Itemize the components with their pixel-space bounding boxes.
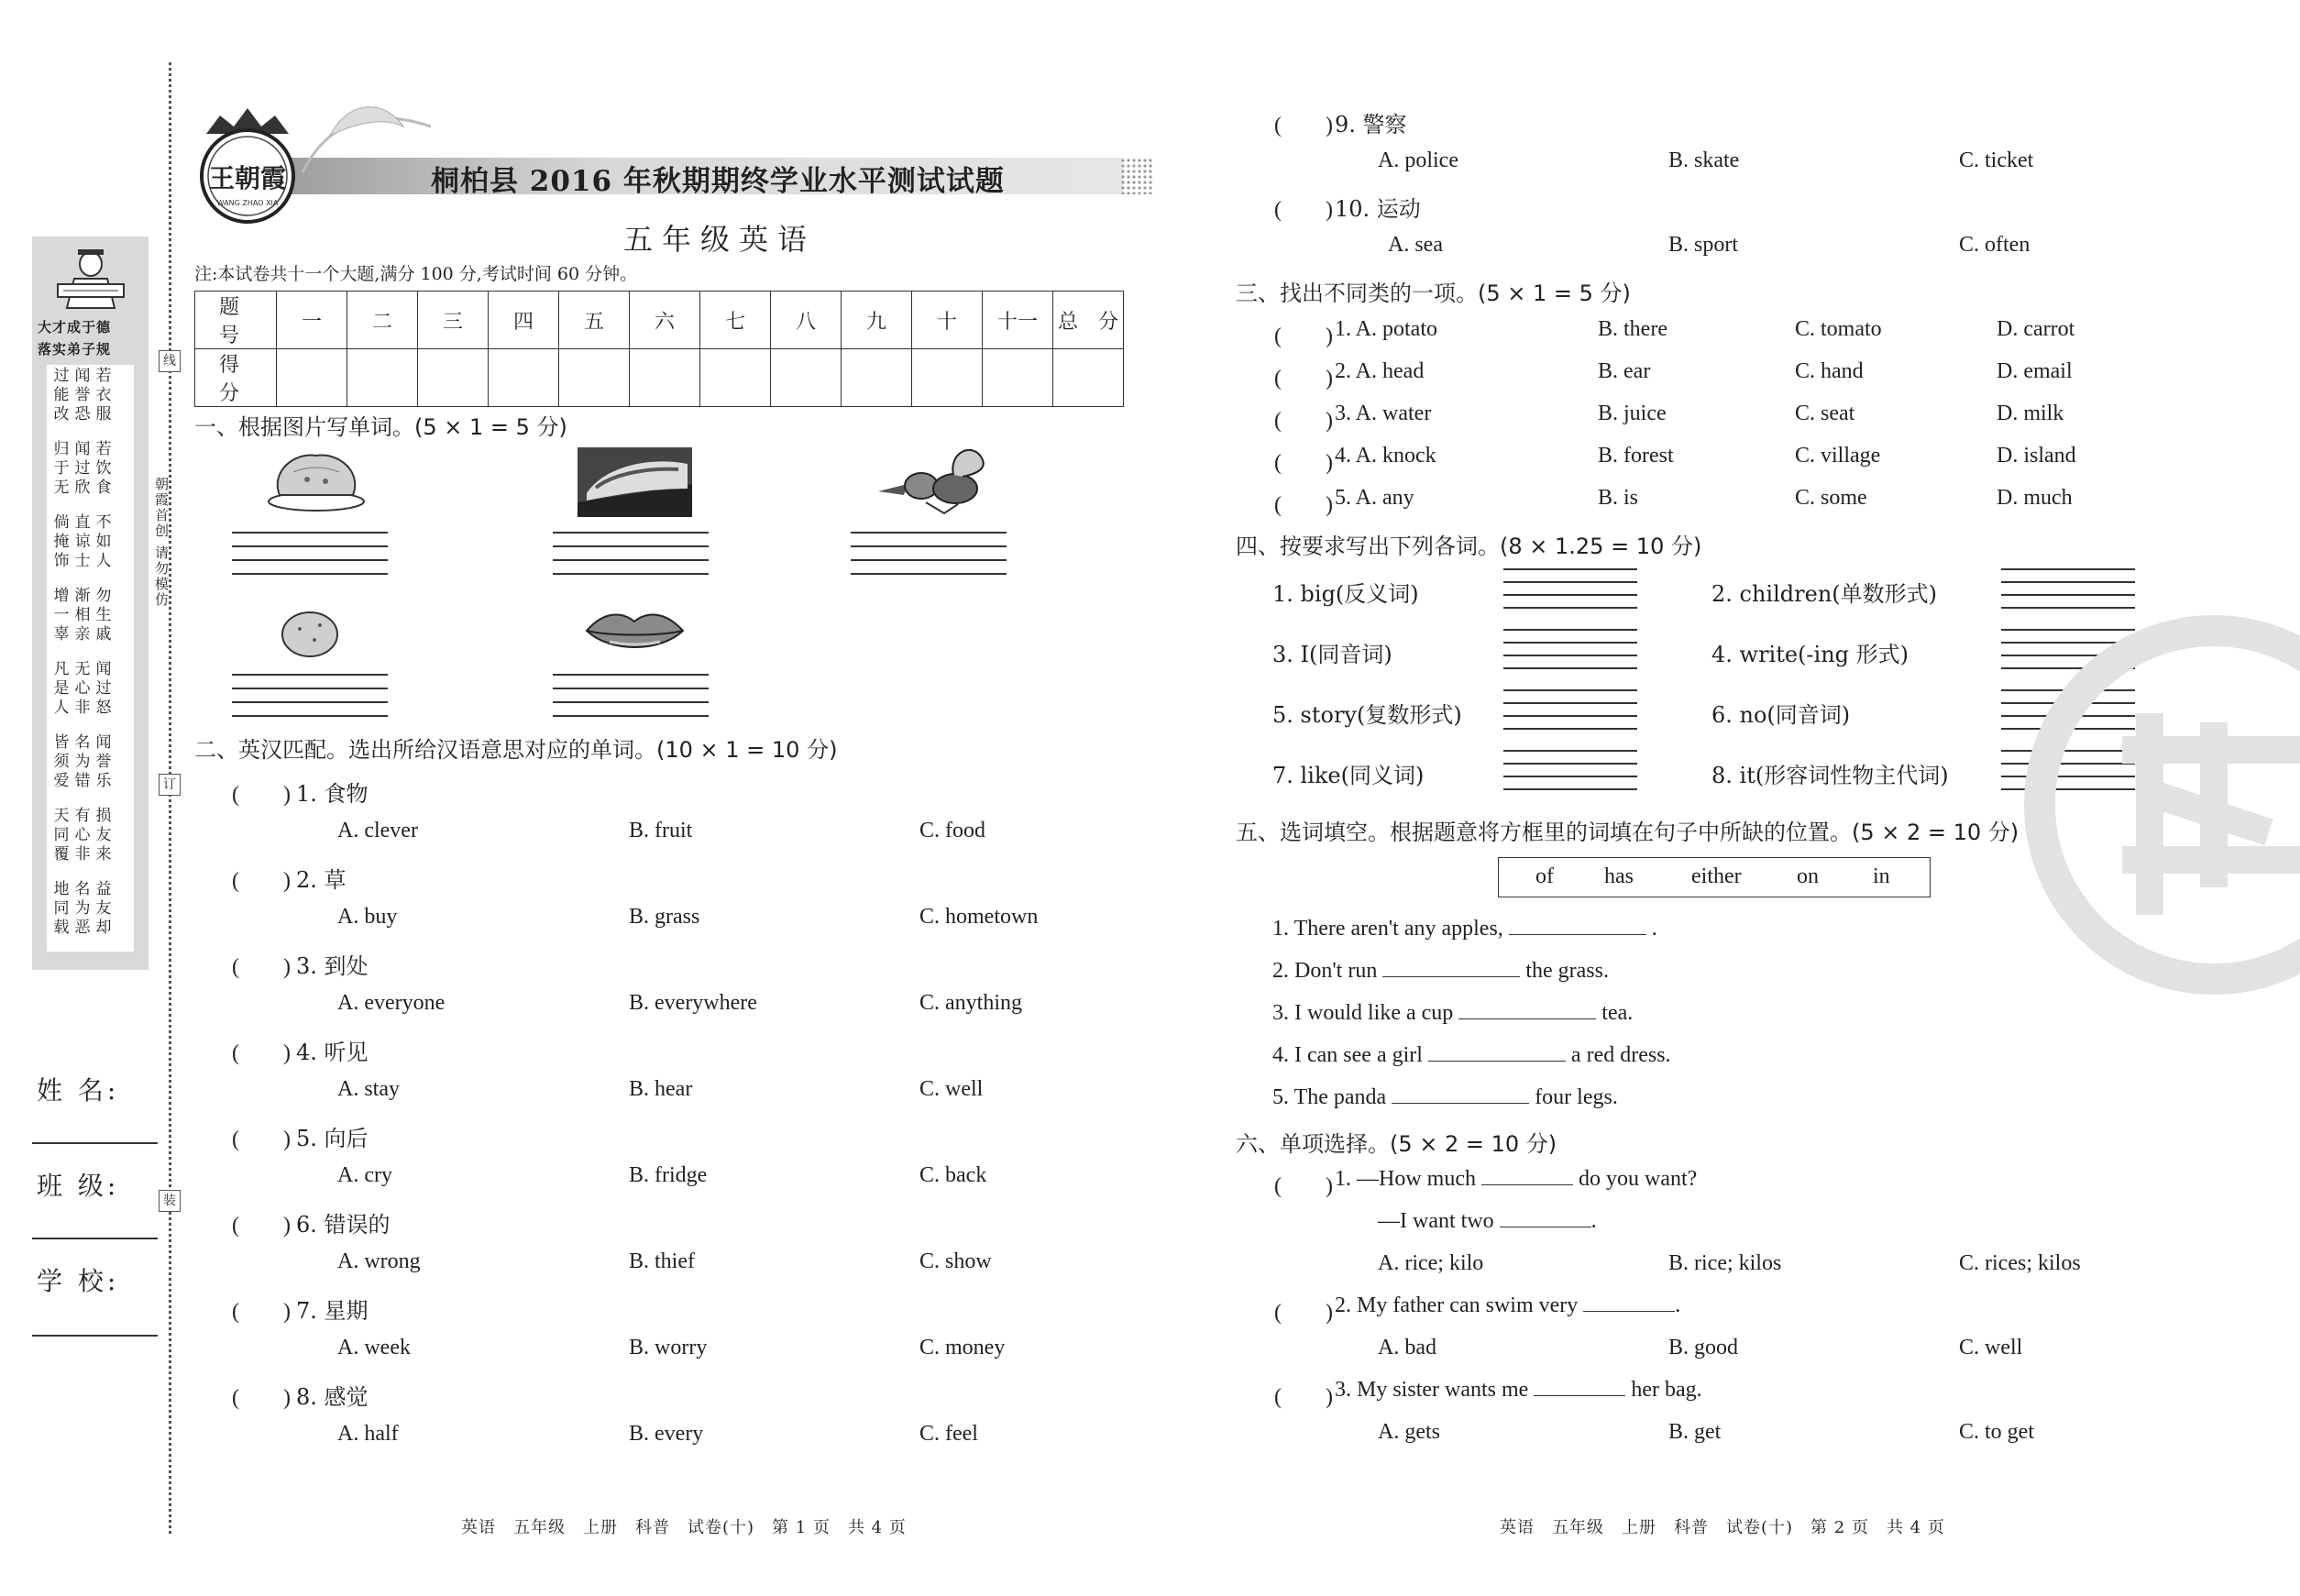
score-value-row bbox=[195, 349, 1124, 407]
scholar-icon bbox=[50, 244, 131, 315]
score-header-cell: 八 bbox=[771, 292, 842, 349]
option-b[interactable]: B. worry bbox=[629, 1336, 708, 1359]
option-d[interactable]: D. much bbox=[1997, 486, 2073, 510]
score-input-cell[interactable] bbox=[489, 349, 559, 407]
word-task: 7. like(同义词) bbox=[1272, 763, 1425, 788]
copyright-notice: 朝霞首创 请勿模仿 bbox=[153, 477, 170, 608]
blank-line[interactable] bbox=[1428, 1061, 1566, 1062]
answer-line[interactable] bbox=[1503, 715, 1637, 717]
fill-sentence bbox=[1272, 1001, 1633, 1026]
option-a[interactable]: A. police bbox=[1378, 149, 1458, 172]
sentence-end: . bbox=[1651, 917, 1657, 941]
option-c[interactable]: C. show bbox=[919, 1249, 992, 1273]
answer-line[interactable] bbox=[1503, 750, 1637, 752]
option-b[interactable]: B. good bbox=[1668, 1336, 1739, 1359]
option-b[interactable]: B. rice; kilos bbox=[1668, 1251, 1782, 1275]
question-text: 9. 警察 bbox=[1335, 112, 1407, 138]
binding-dotted-line bbox=[169, 62, 171, 1534]
answer-line[interactable] bbox=[851, 573, 1007, 575]
score-input-cell[interactable] bbox=[630, 349, 700, 407]
answer-line[interactable] bbox=[553, 559, 709, 561]
answer-paren[interactable]: ( ) bbox=[1274, 367, 1333, 391]
option-c[interactable]: C. feel bbox=[919, 1422, 978, 1446]
answer-line[interactable] bbox=[1503, 763, 1637, 765]
option-c[interactable]: C. food bbox=[919, 819, 985, 842]
vegetables-picture bbox=[871, 438, 999, 521]
motto-line: 凡 是 人 bbox=[53, 660, 70, 717]
answer-line[interactable] bbox=[232, 674, 388, 676]
question-text: 7. 星期 bbox=[296, 1298, 369, 1324]
score-input-cell[interactable] bbox=[277, 349, 347, 407]
score-input-cell[interactable] bbox=[418, 349, 489, 407]
answer-line[interactable] bbox=[2001, 607, 2135, 609]
option-b[interactable]: B. sport bbox=[1668, 233, 1739, 257]
word-task: 6. no(同音词) bbox=[1711, 702, 1851, 728]
option-c[interactable]: C. to get bbox=[1959, 1420, 2034, 1444]
answer-line[interactable] bbox=[1503, 655, 1637, 656]
option-c[interactable]: C. back bbox=[919, 1163, 987, 1187]
option-b[interactable]: B. fridge bbox=[629, 1163, 708, 1187]
footer-page-1: 英语 五年级 上册 科普 试卷(十) 第 1 页 共 4 页 bbox=[461, 1518, 907, 1537]
answer-line[interactable] bbox=[851, 545, 1007, 547]
option-b[interactable]: B. juice bbox=[1598, 402, 1667, 425]
name-label: 姓 名: bbox=[37, 1075, 120, 1106]
score-header-cell: 一 bbox=[277, 292, 347, 349]
option-c[interactable]: C. anything bbox=[919, 991, 1022, 1015]
answer-line[interactable] bbox=[1503, 642, 1637, 644]
score-input-cell[interactable] bbox=[700, 349, 771, 407]
option-c[interactable]: C. tomato bbox=[1795, 317, 1882, 341]
answer-paren[interactable]: ( ) bbox=[232, 1300, 291, 1324]
question-text: 8. 感觉 bbox=[296, 1384, 369, 1410]
score-header-cell: 十一 bbox=[983, 292, 1053, 349]
motto-line: 若 衣 服 bbox=[95, 367, 112, 424]
word-bank-word: of bbox=[1535, 864, 1554, 888]
class-field[interactable] bbox=[32, 1238, 158, 1239]
ribbon-ornament bbox=[293, 99, 440, 182]
option-c[interactable]: C. village bbox=[1795, 444, 1881, 468]
answer-line[interactable] bbox=[232, 715, 388, 717]
answer-line[interactable] bbox=[232, 701, 388, 703]
answer-paren[interactable]: ( ) bbox=[232, 1386, 291, 1410]
score-input-cell[interactable] bbox=[912, 349, 983, 407]
svg-text:WANG ZHAO XIA: WANG ZHAO XIA bbox=[216, 199, 279, 207]
answer-paren[interactable]: ( ) bbox=[232, 955, 291, 979]
word-task: 5. story(复数形式) bbox=[1272, 702, 1462, 728]
score-table bbox=[194, 291, 1124, 407]
option-c[interactable]: C. often bbox=[1959, 233, 2030, 257]
answer-line[interactable] bbox=[553, 532, 709, 534]
sentence-start: 3. I would like a cup bbox=[1272, 1001, 1454, 1025]
word-task: 1. big(反义词) bbox=[1272, 581, 1419, 607]
word-task: 4. write(-ing 形式) bbox=[1711, 642, 1909, 667]
option-b[interactable]: B. every bbox=[629, 1422, 704, 1446]
exam-subtitle: 五年级英语 bbox=[623, 222, 817, 257]
word-bank-word: in bbox=[1873, 864, 1890, 888]
part4-heading: 四、按要求写出下列各词。(8 × 1.25 = 10 分) bbox=[1236, 534, 1702, 559]
motto-line: 勿 生 戚 bbox=[95, 587, 112, 644]
answer-paren[interactable]: ( ) bbox=[1274, 1301, 1333, 1325]
question-text: 4. 听见 bbox=[296, 1040, 369, 1065]
answer-line[interactable] bbox=[1503, 776, 1637, 777]
sentence-start: 2. Don't run bbox=[1272, 959, 1378, 983]
option-a[interactable]: 3. A. water bbox=[1335, 402, 1432, 425]
question-text: 3. 到处 bbox=[296, 953, 369, 979]
answer-line[interactable] bbox=[553, 701, 709, 703]
score-header-cell: 二 bbox=[347, 292, 418, 349]
answer-paren[interactable]: ( ) bbox=[232, 1128, 291, 1151]
score-header-cell: 五 bbox=[559, 292, 630, 349]
answer-line[interactable] bbox=[232, 559, 388, 561]
motto-line: 若 饮 食 bbox=[95, 440, 112, 497]
fill-sentence bbox=[1272, 917, 1657, 941]
option-c[interactable]: C. rices; kilos bbox=[1959, 1251, 2081, 1275]
answer-line[interactable] bbox=[232, 688, 388, 689]
motto-line: 闻 誉 乐 bbox=[95, 733, 112, 790]
blank-line[interactable] bbox=[1583, 1311, 1675, 1312]
answer-line[interactable] bbox=[232, 545, 388, 547]
answer-line[interactable] bbox=[1503, 702, 1637, 704]
option-a[interactable]: A. everyone bbox=[337, 991, 446, 1015]
option-b[interactable]: B. hear bbox=[629, 1077, 693, 1101]
binding-mark-line: 线 bbox=[159, 350, 181, 372]
option-b[interactable]: B. grass bbox=[629, 905, 700, 929]
blank-line[interactable] bbox=[1392, 1103, 1529, 1104]
question-text: . bbox=[1590, 1209, 1597, 1233]
blank-line[interactable] bbox=[1509, 934, 1646, 935]
option-b[interactable]: B. ear bbox=[1598, 359, 1651, 383]
answer-paren[interactable]: ( ) bbox=[1274, 1385, 1333, 1409]
answer-line[interactable] bbox=[1503, 629, 1637, 631]
option-d[interactable]: D. email bbox=[1997, 359, 2073, 383]
motto-line: 益 友 却 bbox=[95, 880, 112, 937]
option-b[interactable]: B. get bbox=[1668, 1420, 1722, 1444]
score-header-cell: 七 bbox=[700, 292, 771, 349]
option-a[interactable]: A. bad bbox=[1378, 1336, 1436, 1359]
sentence-end: tea. bbox=[1601, 1001, 1634, 1025]
answer-line[interactable] bbox=[553, 715, 709, 717]
answer-line[interactable] bbox=[2001, 581, 2135, 583]
answer-line[interactable] bbox=[851, 532, 1007, 534]
answer-line[interactable] bbox=[232, 532, 388, 534]
motto-line: 有 心 非 bbox=[74, 807, 91, 864]
part3-heading: 三、找出不同类的一项。(5 × 1 = 5 分) bbox=[1236, 281, 1631, 306]
motto-line: 闻 过 怒 bbox=[95, 660, 112, 717]
question-text: 3. My sister wants me bbox=[1335, 1378, 1529, 1402]
option-b[interactable]: B. fruit bbox=[629, 819, 693, 842]
option-c[interactable]: C. ticket bbox=[1959, 149, 2034, 172]
binding-mark-staple: 订 bbox=[159, 774, 181, 796]
answer-line[interactable] bbox=[232, 573, 388, 575]
motto-line: 归 于 无 bbox=[53, 440, 70, 497]
question-text: 2. My father can swim very bbox=[1335, 1293, 1579, 1317]
answer-paren[interactable]: ( ) bbox=[1274, 325, 1333, 348]
question-text: do you want? bbox=[1578, 1167, 1698, 1191]
answer-line[interactable] bbox=[1503, 788, 1637, 790]
score-header-cell: 四 bbox=[489, 292, 559, 349]
fill-sentence bbox=[1272, 1043, 1671, 1068]
sentence-end: a red dress. bbox=[1570, 1043, 1671, 1067]
answer-line[interactable] bbox=[851, 559, 1007, 561]
option-a[interactable]: A. gets bbox=[1378, 1420, 1440, 1444]
sentence-start: 4. I can see a girl bbox=[1272, 1043, 1423, 1067]
potato-picture bbox=[278, 605, 342, 660]
score-header-cell: 三 bbox=[418, 292, 489, 349]
sentence-start: 1. There aren't any apples, bbox=[1272, 917, 1503, 941]
option-c[interactable]: C. well bbox=[919, 1077, 984, 1101]
answer-line[interactable] bbox=[1503, 728, 1637, 730]
answer-paren[interactable]: ( ) bbox=[232, 869, 291, 893]
binding-mark-bind: 装 bbox=[159, 1190, 181, 1212]
name-field[interactable] bbox=[32, 1142, 158, 1144]
motto-line: 倘 掩 饰 bbox=[53, 513, 70, 570]
score-input-cell[interactable] bbox=[983, 349, 1053, 407]
option-a[interactable]: 5. A. any bbox=[1335, 486, 1414, 510]
option-d[interactable]: D. island bbox=[1997, 444, 2076, 468]
slogan-2: 落实弟子规 bbox=[38, 341, 112, 358]
score-label-cell: 得 分 bbox=[195, 349, 277, 407]
score-header-cell: 总 分 bbox=[1053, 292, 1124, 349]
answer-line[interactable] bbox=[1503, 568, 1637, 570]
question-text: 2. 草 bbox=[296, 867, 347, 893]
motto-line: 名 为 恶 bbox=[74, 880, 91, 937]
question-text: 1. 食物 bbox=[296, 781, 369, 807]
answer-line[interactable] bbox=[2001, 594, 2135, 596]
answer-paren[interactable]: ( ) bbox=[1274, 451, 1333, 475]
word-bank-word: has bbox=[1604, 864, 1634, 888]
motto-line: 皆 须 爱 bbox=[53, 733, 70, 790]
option-a[interactable]: 2. A. head bbox=[1335, 359, 1425, 383]
answer-line[interactable] bbox=[2001, 568, 2135, 570]
fill-sentence bbox=[1272, 959, 1609, 984]
motto-line: 不 如 人 bbox=[95, 513, 112, 570]
option-b[interactable]: B. forest bbox=[1598, 444, 1674, 468]
sentence-start: 5. The panda bbox=[1272, 1085, 1387, 1109]
slogan-1: 大才成于德 bbox=[38, 319, 112, 336]
score-input-cell[interactable] bbox=[559, 349, 630, 407]
option-a[interactable]: A. week bbox=[337, 1336, 411, 1359]
motto-line: 地 同 载 bbox=[53, 880, 70, 937]
school-field[interactable] bbox=[32, 1335, 158, 1337]
title-band-dots bbox=[1120, 158, 1153, 194]
word-bank-word: either bbox=[1691, 864, 1742, 888]
sentence-end: the grass. bbox=[1525, 959, 1609, 983]
option-b[interactable]: B. everywhere bbox=[629, 991, 757, 1015]
score-header-cell: 六 bbox=[630, 292, 700, 349]
question-text: . bbox=[1675, 1293, 1681, 1317]
word-task: 8. it(形容词性物主代词) bbox=[1711, 763, 1949, 788]
answer-paren[interactable]: ( ) bbox=[1274, 114, 1333, 138]
option-d[interactable]: D. milk bbox=[1997, 402, 2064, 425]
option-a[interactable]: A. buy bbox=[337, 905, 398, 929]
answer-line[interactable] bbox=[553, 674, 709, 676]
lips-picture bbox=[582, 605, 688, 660]
question-text: —I want two bbox=[1378, 1209, 1494, 1233]
motto-line: 闻 过 欣 bbox=[74, 440, 91, 497]
question-text: 10. 运动 bbox=[1335, 196, 1421, 222]
option-c[interactable]: C. hometown bbox=[919, 905, 1039, 929]
answer-line[interactable] bbox=[1503, 581, 1637, 583]
option-c[interactable]: C. hand bbox=[1795, 359, 1864, 383]
svg-text:王朝霞: 王朝霞 bbox=[208, 163, 287, 193]
option-c[interactable]: C. money bbox=[919, 1336, 1006, 1359]
answer-paren[interactable]: ( ) bbox=[1274, 1174, 1333, 1198]
score-header-cell: 十 bbox=[912, 292, 983, 349]
part5-heading: 五、选词填空。根据题意将方框里的词填在句子中所缺的位置。(5 × 2 = 10 分) bbox=[1236, 820, 2019, 845]
option-b[interactable]: B. skate bbox=[1668, 149, 1740, 172]
option-a[interactable]: A. stay bbox=[337, 1077, 400, 1101]
blank-line[interactable] bbox=[1458, 1018, 1596, 1019]
score-header-cell: 九 bbox=[842, 292, 912, 349]
answer-paren[interactable]: ( ) bbox=[232, 783, 291, 807]
exam-note: 注:本试卷共十一个大题,满分 100 分,考试时间 60 分钟。 bbox=[194, 264, 638, 284]
bread-picture bbox=[266, 445, 367, 513]
option-a[interactable]: A. cry bbox=[337, 1163, 392, 1187]
score-header-row bbox=[195, 292, 1124, 349]
option-b[interactable]: B. is bbox=[1598, 486, 1639, 510]
sentence-end: four legs. bbox=[1535, 1085, 1618, 1109]
option-a[interactable]: A. wrong bbox=[337, 1249, 421, 1273]
part1-heading: 一、根据图片写单词。(5 × 1 = 5 分) bbox=[194, 414, 567, 440]
answer-line[interactable] bbox=[1503, 594, 1637, 596]
question-text: 1. —How much bbox=[1335, 1167, 1476, 1191]
option-d[interactable]: D. carrot bbox=[1997, 317, 2075, 341]
motto-line: 天 同 覆 bbox=[53, 807, 70, 864]
option-a[interactable]: A. half bbox=[337, 1422, 399, 1446]
part6-q2 bbox=[1335, 1293, 1680, 1318]
option-c[interactable]: C. some bbox=[1795, 486, 1867, 510]
question-text: her bag. bbox=[1631, 1378, 1702, 1402]
answer-line[interactable] bbox=[553, 688, 709, 689]
option-a[interactable]: A. clever bbox=[337, 819, 418, 842]
motto-line: 无 心 非 bbox=[74, 660, 91, 717]
answer-line[interactable] bbox=[1503, 689, 1637, 691]
school-label: 学 校: bbox=[37, 1266, 120, 1296]
confidential-watermark bbox=[2021, 612, 2300, 997]
part2-heading: 二、英汉匹配。选出所给汉语意思对应的单词。(10 × 1 = 10 分) bbox=[194, 737, 838, 763]
part6-q1-line2 bbox=[1378, 1209, 1597, 1234]
option-a[interactable]: A. rice; kilo bbox=[1378, 1251, 1484, 1275]
option-c[interactable]: C. seat bbox=[1795, 402, 1855, 425]
blank-line[interactable] bbox=[1382, 976, 1520, 977]
answer-paren[interactable]: ( ) bbox=[1274, 409, 1333, 433]
word-task: 2. children(单数形式) bbox=[1711, 581, 1937, 607]
fill-sentence bbox=[1272, 1085, 1618, 1110]
motto-line: 增 一 辜 bbox=[53, 587, 70, 644]
train-picture bbox=[578, 447, 692, 517]
score-input-cell[interactable] bbox=[347, 349, 418, 407]
question-text: 5. 向后 bbox=[296, 1126, 369, 1151]
option-a[interactable]: A. sea bbox=[1388, 233, 1443, 257]
word-bank-word: on bbox=[1797, 864, 1819, 888]
blank-line[interactable] bbox=[1481, 1184, 1573, 1185]
option-c[interactable]: C. well bbox=[1959, 1336, 2023, 1359]
part6-q3 bbox=[1335, 1378, 1702, 1403]
word-task: 3. I(同音词) bbox=[1272, 642, 1392, 667]
motto-line: 直 谅 士 bbox=[74, 513, 91, 570]
option-a[interactable]: 1. A. potato bbox=[1335, 317, 1437, 341]
answer-paren[interactable]: ( ) bbox=[1274, 493, 1333, 517]
motto-line: 闻 誉 恐 bbox=[74, 367, 91, 424]
motto-line: 损 友 来 bbox=[95, 807, 112, 864]
answer-paren[interactable]: ( ) bbox=[1274, 198, 1333, 222]
answer-line[interactable] bbox=[1503, 607, 1637, 609]
footer-page-2: 英语 五年级 上册 科普 试卷(十) 第 2 页 共 4 页 bbox=[1500, 1518, 1945, 1537]
option-b[interactable]: B. thief bbox=[629, 1249, 695, 1273]
class-label: 班 级: bbox=[37, 1171, 120, 1201]
score-input-cell[interactable] bbox=[771, 349, 842, 407]
option-a[interactable]: 4. A. knock bbox=[1335, 444, 1436, 468]
motto-line: 过 能 改 bbox=[53, 367, 70, 424]
answer-paren[interactable]: ( ) bbox=[232, 1041, 291, 1065]
option-b[interactable]: B. there bbox=[1598, 317, 1667, 341]
question-text: 6. 错误的 bbox=[296, 1212, 391, 1238]
word-bank-box bbox=[1498, 857, 1931, 897]
answer-line[interactable] bbox=[553, 573, 709, 575]
score-input-cell[interactable] bbox=[842, 349, 912, 407]
exam-title: 桐柏县 2016 年秋期期终学业水平测试试题 bbox=[431, 165, 1005, 198]
score-header-cell: 题 号 bbox=[195, 292, 277, 349]
brand-logo bbox=[188, 103, 307, 226]
motto-line: 渐 相 亲 bbox=[74, 587, 91, 644]
answer-line[interactable] bbox=[1503, 667, 1637, 669]
score-input-cell[interactable] bbox=[1053, 349, 1124, 407]
answer-paren[interactable]: ( ) bbox=[232, 1214, 291, 1238]
part6-q1 bbox=[1335, 1167, 1697, 1192]
part6-heading: 六、单项选择。(5 × 2 = 10 分) bbox=[1236, 1131, 1557, 1157]
answer-line[interactable] bbox=[553, 545, 709, 547]
blank-line[interactable] bbox=[1534, 1395, 1625, 1396]
motto-line: 名 为 错 bbox=[74, 733, 91, 790]
